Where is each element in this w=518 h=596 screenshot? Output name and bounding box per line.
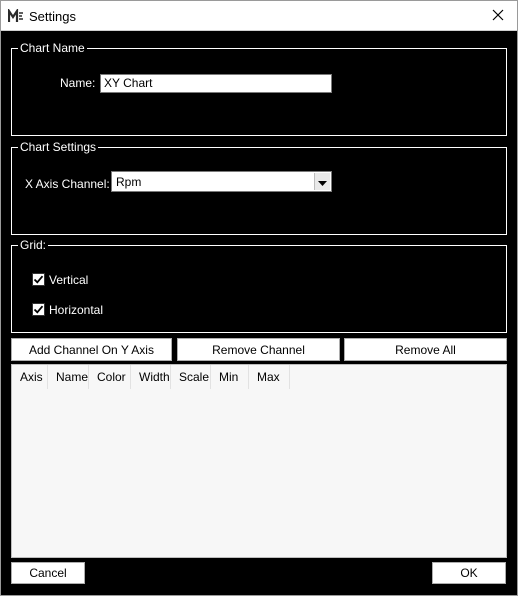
m-logo-icon xyxy=(8,9,24,23)
checkmark-icon xyxy=(33,304,44,315)
x-axis-channel-label: X Axis Channel: xyxy=(25,177,110,191)
name-field[interactable]: XY Chart xyxy=(100,74,332,93)
chart-name-group-title: Chart Name xyxy=(20,41,85,55)
chart-name-group xyxy=(11,41,507,136)
column-header-max[interactable]: Max xyxy=(249,365,290,389)
table-header xyxy=(12,365,290,389)
dropdown-button[interactable] xyxy=(314,173,330,190)
grid-group xyxy=(11,238,507,333)
add-channel-button[interactable]: Add Channel On Y Axis xyxy=(11,338,172,361)
chart-settings-group-title: Chart Settings xyxy=(20,140,97,154)
checkmark-icon xyxy=(33,274,44,285)
x-axis-channel-select[interactable] xyxy=(111,171,332,192)
chart-settings-group xyxy=(11,140,507,235)
vertical-checkbox[interactable] xyxy=(32,273,45,286)
title-bar[interactable] xyxy=(1,1,517,31)
close-button[interactable] xyxy=(483,3,513,29)
cancel-button[interactable]: Cancel xyxy=(11,562,85,584)
column-header-scale[interactable]: Scale xyxy=(171,365,211,389)
vertical-label[interactable]: Vertical xyxy=(49,273,89,287)
column-header-width[interactable]: Width xyxy=(131,365,171,389)
column-header-name[interactable]: Name xyxy=(48,365,89,389)
column-header-min[interactable]: Min xyxy=(211,365,249,389)
chevron-down-icon xyxy=(318,175,327,189)
window-title: Settings xyxy=(29,9,76,24)
horizontal-label[interactable]: Horizontal xyxy=(49,303,104,317)
remove-all-button[interactable]: Remove All xyxy=(344,338,507,361)
grid-group-title: Grid: xyxy=(20,238,47,252)
column-header-axis[interactable]: Axis xyxy=(12,365,48,389)
remove-channel-button[interactable]: Remove Channel xyxy=(177,338,340,361)
ok-button[interactable]: OK xyxy=(432,562,506,584)
channel-table[interactable] xyxy=(11,364,507,558)
horizontal-checkbox[interactable] xyxy=(32,303,45,316)
name-label: Name: xyxy=(60,76,96,90)
x-axis-channel-value: Rpm xyxy=(116,175,142,189)
close-icon xyxy=(492,9,504,24)
column-header-color[interactable]: Color xyxy=(89,365,131,389)
